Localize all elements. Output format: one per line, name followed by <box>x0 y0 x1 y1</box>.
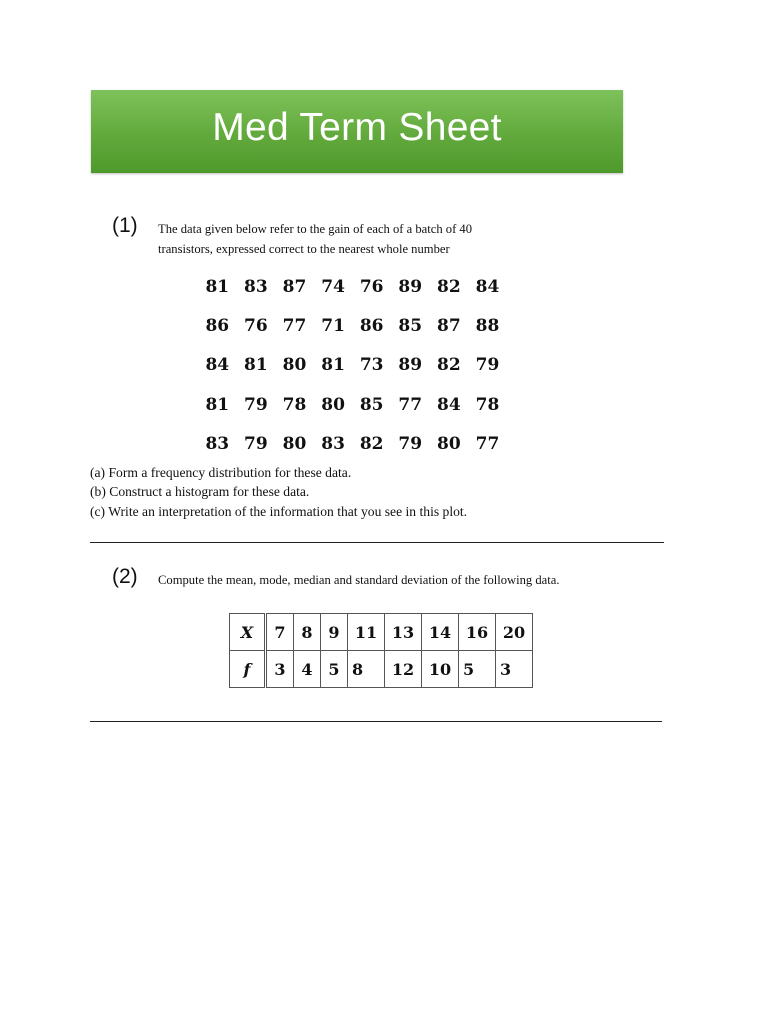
data-value: 78 <box>282 394 307 415</box>
part-a: (a) Form a frequency distribution for these data. <box>90 465 352 480</box>
data-value: 73 <box>359 355 384 376</box>
x-value: 7 <box>266 614 294 651</box>
data-value: 77 <box>282 315 307 336</box>
question-1-text-line: The data given below refer to the gain of each of a batch of 40 <box>158 222 473 236</box>
f-header: f <box>230 651 266 688</box>
f-value: 8 <box>348 651 385 688</box>
data-value: 84 <box>437 394 461 415</box>
page-title: Med Term Sheet <box>212 105 502 149</box>
question-1-text <box>158 219 472 259</box>
data-value: 81 <box>244 355 268 376</box>
data-row <box>198 267 507 306</box>
part-b: (b) Construct a histogram for these data. <box>90 484 310 500</box>
table-row-x <box>230 614 533 651</box>
data-value: 83 <box>321 433 345 454</box>
data-value: 87 <box>437 315 461 336</box>
data-value: 81 <box>205 394 230 415</box>
data-value: 83 <box>205 433 230 454</box>
table-row-f <box>230 651 533 688</box>
data-value: 79 <box>398 433 423 454</box>
x-value: 11 <box>348 614 385 651</box>
frequency-table <box>229 613 533 688</box>
x-value: 16 <box>459 614 496 651</box>
data-value: 82 <box>359 433 384 454</box>
x-value: 8 <box>294 614 321 651</box>
question-2-text-line: Compute the mean, mode, median and standard deviation of the following data. <box>158 573 560 587</box>
data-value: 85 <box>398 315 423 336</box>
data-row <box>198 424 507 463</box>
title-banner <box>91 90 623 173</box>
x-value: 14 <box>422 614 459 651</box>
divider <box>90 542 664 543</box>
data-value: 78 <box>475 394 500 415</box>
data-value: 71 <box>321 315 345 336</box>
data-value: 79 <box>244 394 268 415</box>
data-value: 77 <box>398 394 423 415</box>
data-value: 76 <box>244 315 268 336</box>
data-value: 77 <box>475 433 500 454</box>
x-header: X <box>230 614 266 651</box>
data-value: 80 <box>282 355 307 376</box>
f-value: 5 <box>459 651 496 688</box>
data-value: 88 <box>475 315 500 336</box>
f-value: 10 <box>422 651 459 688</box>
data-value: 89 <box>398 276 423 297</box>
f-value: 4 <box>294 651 321 688</box>
data-value: 86 <box>359 315 384 336</box>
data-value: 79 <box>244 433 268 454</box>
f-value: 12 <box>385 651 422 688</box>
data-value: 81 <box>205 276 230 297</box>
data-row <box>198 385 507 424</box>
question-2-number: (2) <box>112 565 138 588</box>
x-value: 13 <box>385 614 422 651</box>
data-row <box>198 346 507 385</box>
data-value: 84 <box>475 276 500 297</box>
data-value: 84 <box>205 355 230 376</box>
question-1-text-line: transistors, expressed correct to the nearest whole number <box>158 242 450 256</box>
data-value: 82 <box>437 355 461 376</box>
data-value: 83 <box>244 276 268 297</box>
data-value: 74 <box>321 276 345 297</box>
data-value: 85 <box>359 394 384 415</box>
divider <box>90 721 662 722</box>
data-value: 80 <box>437 433 461 454</box>
question-1-number: (1) <box>112 214 138 237</box>
x-value: 20 <box>496 614 533 651</box>
data-value: 87 <box>282 276 307 297</box>
question-2-text <box>158 570 560 590</box>
data-value: 82 <box>437 276 461 297</box>
data-value: 80 <box>321 394 345 415</box>
data-grid <box>198 267 507 463</box>
x-value: 9 <box>321 614 348 651</box>
data-value: 81 <box>321 355 345 376</box>
data-value: 79 <box>475 355 500 376</box>
question-1-parts <box>90 463 467 521</box>
data-value: 80 <box>282 433 307 454</box>
f-value: 5 <box>321 651 348 688</box>
data-value: 86 <box>205 315 230 336</box>
data-row <box>198 306 507 345</box>
data-value: 89 <box>398 355 423 376</box>
data-value: 76 <box>359 276 384 297</box>
part-c: (c) Write an interpretation of the information that you see in this plot. <box>90 503 468 519</box>
f-value: 3 <box>266 651 294 688</box>
f-value: 3 <box>496 651 533 688</box>
